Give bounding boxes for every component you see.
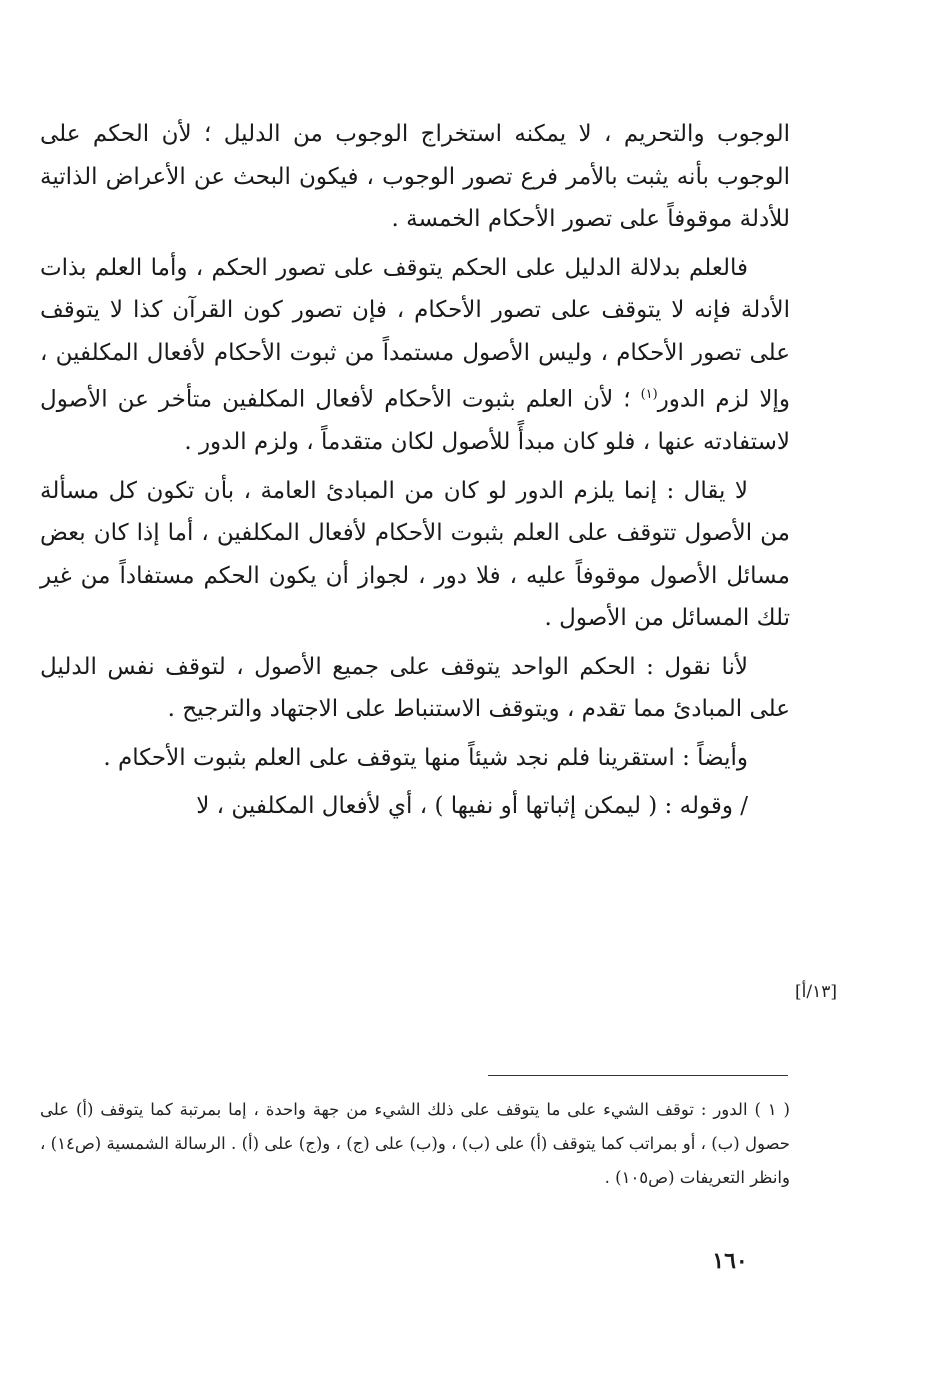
paragraph-1: الوجوب والتحريم ، لا يمكنه استخراج الوجوب من الدليل ؛ لأن الحكم على الوجوب بأنه يثبت بالأمر فرع تصور الوجوب ، فيكون البحث عن الأعراض الذاتية للأدلة موقوفاً على تصور الأحكام الخمسة . bbox=[40, 121, 790, 232]
paragraph-3: لا يقال : إنما يلزم الدور لو كان من المبادئ العامة ، بأن تكون كل مسألة من الأصول تتوقف على العلم بثبوت الأحكام لأفعال المكلفين ، أما إذا كان بعض مسائل الأصول موقوفاً عليه ، فلا دور ، لجواز أن يكون الحكم مستفاداً من غير تلك المسائل من الأصول . bbox=[40, 477, 790, 632]
paragraph-2-continued: ؛ لأن العلم بثبوت الأحكام لأفعال المكلفين متأخر عن الأصول لاستفادته عنها ، فلو كان مبدأً للأصول لكان متقدماً ، ولزم الدور . bbox=[40, 386, 790, 456]
paragraph-6: / وقوله : ( ليمكن إثباتها أو نفيها ) ، أي لأفعال المكلفين ، لا bbox=[196, 793, 748, 820]
main-text bbox=[40, 113, 790, 834]
paragraph-4: لأنا نقول : الحكم الواحد يتوقف على جميع الأصول ، لتوقف نفس الدليل على المبادئ مما تقدم ، ويتوقف الاستنباط على الاجتهاد والترجيح . bbox=[40, 653, 790, 723]
footnote-divider bbox=[488, 1075, 788, 1076]
page-number bbox=[0, 1248, 760, 1274]
page-number-text: ١٦٠ bbox=[712, 1248, 748, 1274]
paragraph-5: وأيضاً : استقرينا فلم نجد شيئاً منها يتوقف على العلم بثبوت الأحكام . bbox=[103, 744, 748, 771]
footnotes bbox=[40, 1093, 790, 1195]
paragraph-2-text: فالعلم بدلالة الدليل على الحكم يتوقف على تصور الحكم ، وأما العلم بذات الأدلة فإنه لا يتوقف على تصور الأحكام ، فإن تصور كون القرآن كذا لا يتوقف على تصور الأحكام ، وليس الأصول مستمداً من ثبوت الأحكام لأفعال المكلفين ، وإلا لزم الدور bbox=[40, 254, 790, 413]
manuscript-folio-reference: [١٣/أ] bbox=[795, 982, 837, 1002]
footnote-marker[interactable]: (١) bbox=[640, 387, 658, 402]
footnote-1: ( ١ ) الدور : توقف الشيء على ما يتوقف على ذلك الشيء من جهة واحدة ، إما بمرتبة كما يتوقف (أ) على حصول (ب) ، أو بمراتب كما يتوقف (أ) على (ب) ، و(ب) على (ج) ، و(ج) على (أ) . الرسالة الشمسية (ص١٤) ، وانظر التعريفات (ص١٠٥) . bbox=[40, 1100, 790, 1187]
paragraph-2 bbox=[40, 247, 790, 464]
